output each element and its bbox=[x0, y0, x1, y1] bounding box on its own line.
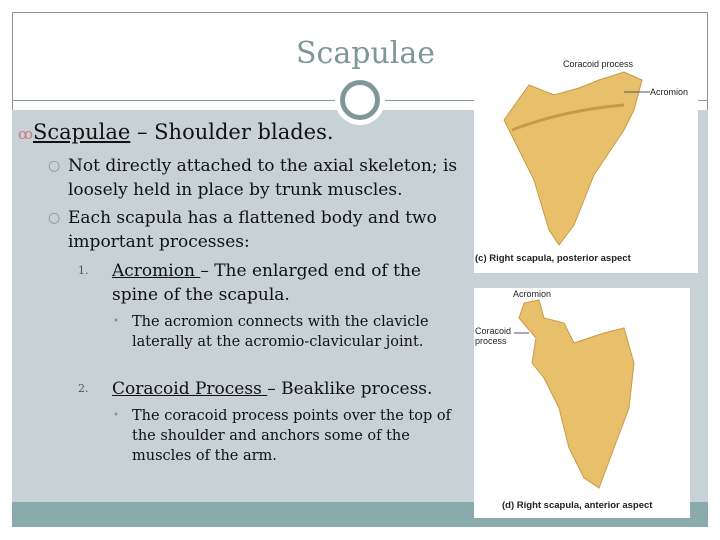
list-number: 2. bbox=[78, 382, 89, 395]
label-acromion: Acromion bbox=[513, 289, 552, 299]
bullet-icon: ꝏ bbox=[18, 125, 33, 143]
term: Coracoid Process bbox=[112, 379, 268, 399]
label-coracoid: Coracoid process bbox=[475, 326, 512, 346]
term-def: – Beaklike process. bbox=[267, 379, 433, 399]
scapula-anterior-illustration bbox=[474, 288, 690, 518]
bullet-1 bbox=[48, 154, 458, 202]
detail-text: The acromion connects with the clavicle laterally at the acromio-clavicular joint. bbox=[132, 314, 429, 350]
bullet-text: Each scapula has a flattened body and two important processes: bbox=[68, 208, 437, 252]
bullet-icon: • bbox=[113, 410, 119, 421]
list-number: 1. bbox=[78, 264, 89, 277]
circle-ornament-icon bbox=[340, 80, 380, 120]
bullet-icon: • bbox=[113, 316, 119, 327]
term-def: – The enlarged end of the spine of the scapula. bbox=[112, 261, 421, 305]
bullet-2 bbox=[48, 206, 458, 254]
figure-caption: (d) Right scapula, anterior aspect bbox=[502, 500, 653, 511]
coracoid-detail bbox=[113, 406, 453, 466]
label-acromion: Acromion bbox=[650, 87, 689, 97]
term: Scapulae bbox=[33, 120, 131, 144]
figure-posterior bbox=[474, 50, 698, 273]
bullet-text: Not directly attached to the axial skeleton; is loosely held in place by trunk muscles. bbox=[68, 156, 458, 200]
bullet-icon: ○ bbox=[48, 210, 61, 226]
bullet-icon: ○ bbox=[48, 158, 61, 174]
slide-title: Scapulae bbox=[296, 36, 435, 71]
process-coracoid bbox=[78, 377, 438, 401]
scapula-posterior-illustration bbox=[474, 50, 698, 273]
acromion-detail bbox=[113, 312, 453, 352]
main-bullet bbox=[18, 120, 334, 144]
figure-anterior bbox=[474, 288, 690, 518]
detail-text: The coracoid process points over the top of the shoulder and anchors some of the muscles of the arm. bbox=[132, 408, 451, 464]
process-acromion bbox=[78, 259, 438, 307]
figure-caption: (c) Right scapula, posterior aspect bbox=[475, 253, 631, 264]
term: Acromion bbox=[112, 261, 201, 281]
label-coracoid: Coracoid process bbox=[563, 59, 634, 69]
term-def: – Shoulder blades. bbox=[130, 120, 334, 144]
